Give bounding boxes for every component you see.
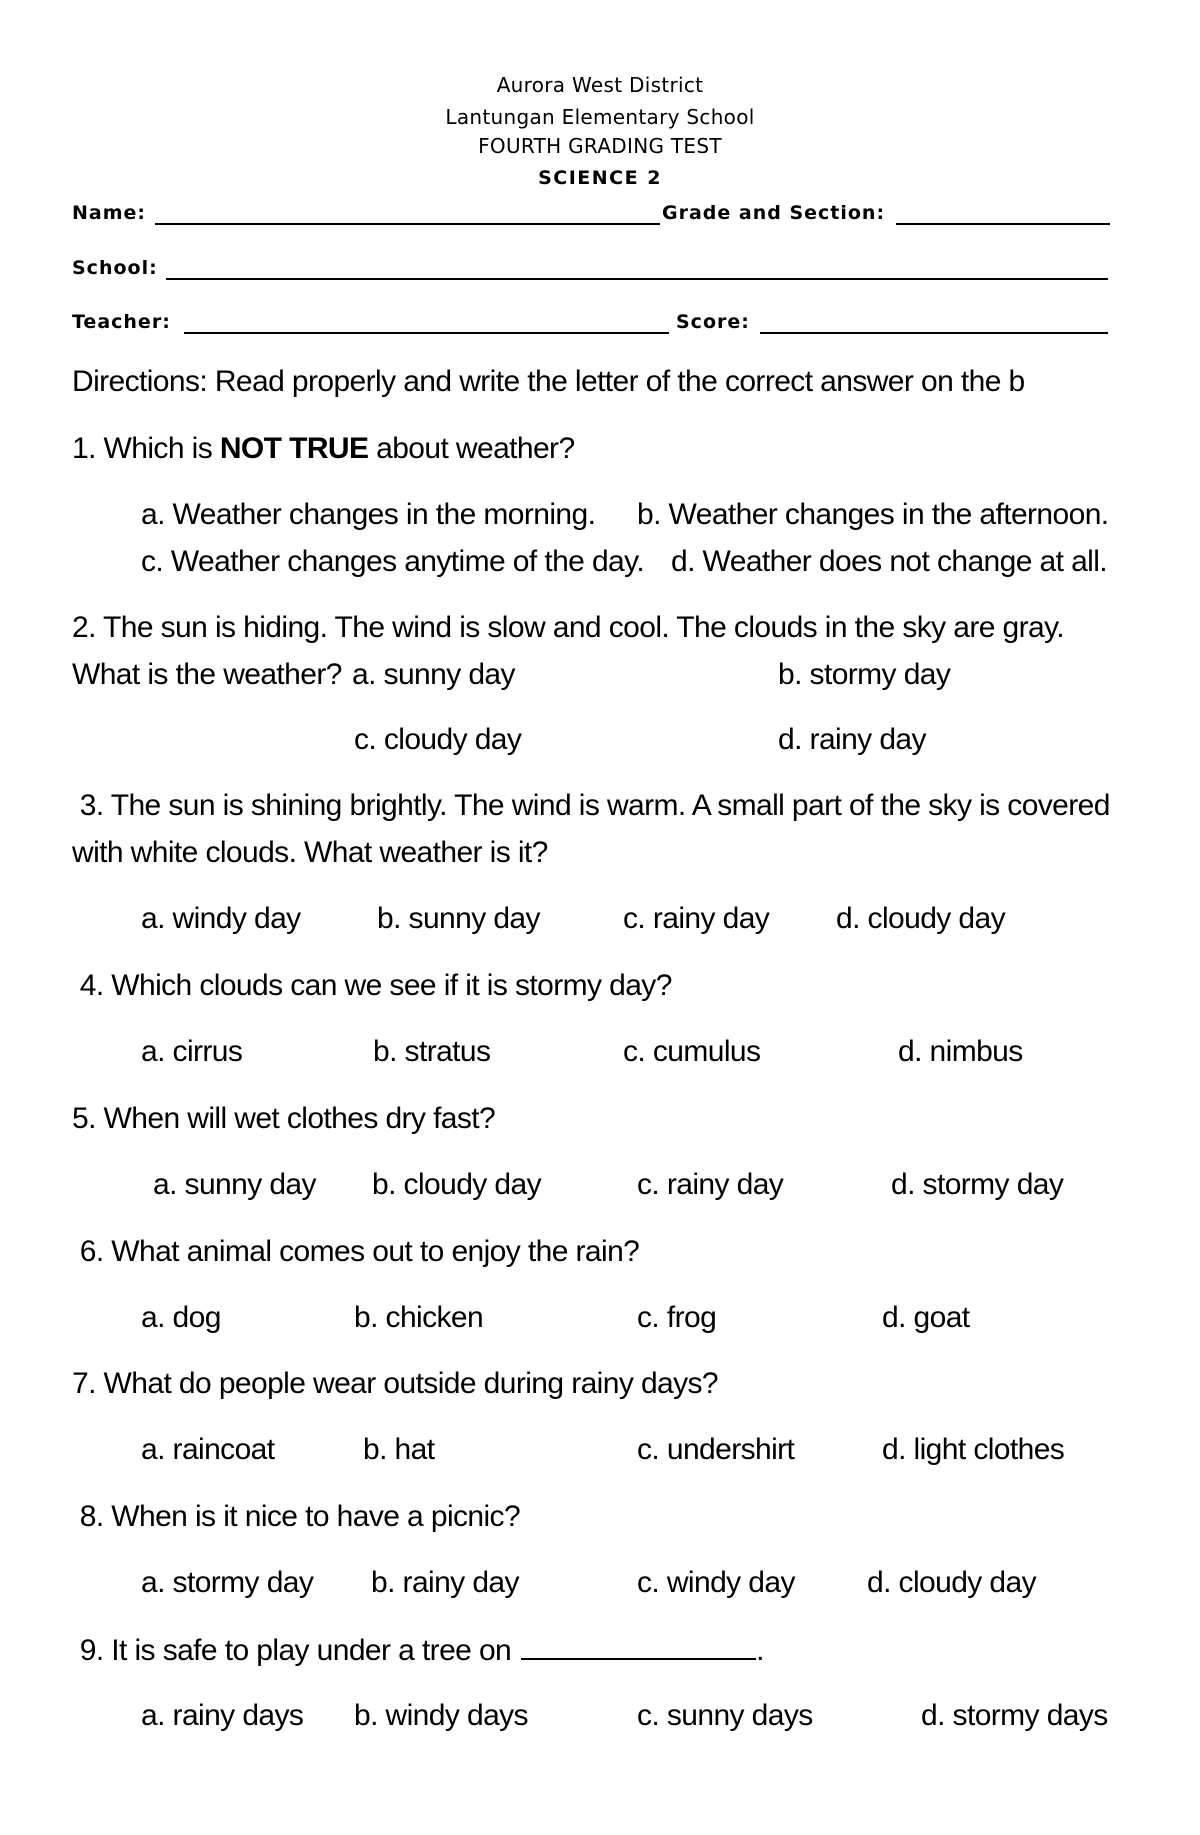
q6-choice-b: b. chicken xyxy=(354,1301,484,1334)
q1-choice-a: a. Weather changes in the morning. xyxy=(141,498,596,531)
q1-choice-c: c. Weather changes anytime of the day. xyxy=(141,545,645,578)
question-2-line-1: 2. The sun is hiding. The wind is slow and cool. The clouds in the sky are gray. xyxy=(72,611,1065,644)
q3-choice-c: c. rainy day xyxy=(623,902,770,935)
q8-choice-c: c. windy day xyxy=(637,1566,795,1599)
name-label: Name: xyxy=(72,202,147,224)
q9-choice-c: c. sunny days xyxy=(637,1699,813,1732)
grade-section-line[interactable] xyxy=(896,223,1110,225)
q2-choice-b: b. stormy day xyxy=(778,658,951,691)
score-label: Score: xyxy=(676,311,750,333)
q1-choice-b: b. Weather changes in the afternoon. xyxy=(637,498,1109,531)
q5-choice-c: c. rainy day xyxy=(637,1168,784,1201)
question-9-text: 9. It is safe to play under a tree on xyxy=(72,1634,512,1667)
q2-choice-c: c. cloudy day xyxy=(354,723,522,756)
district-title: Aurora West District xyxy=(496,73,704,97)
question-5: 5. When will wet clothes dry fast? xyxy=(72,1102,496,1135)
q9-choice-b: b. windy days xyxy=(354,1699,528,1732)
q5-choice-d: d. stormy day xyxy=(891,1168,1064,1201)
q3-choice-a: a. windy day xyxy=(141,902,301,935)
q9-choice-d: d. stormy days xyxy=(921,1699,1108,1732)
question-1 xyxy=(72,432,575,466)
q8-choice-d: d. cloudy day xyxy=(867,1566,1036,1599)
question-3-line-2: with white clouds. What weather is it? xyxy=(72,836,548,869)
grade-section-label: Grade and Section: xyxy=(662,202,886,224)
q8-choice-b: b. rainy day xyxy=(371,1566,519,1599)
q5-choice-b: b. cloudy day xyxy=(372,1168,541,1201)
question-1-prefix: 1. Which is xyxy=(72,432,220,465)
q7-choice-d: d. light clothes xyxy=(882,1433,1065,1466)
q4-choice-a: a. cirrus xyxy=(141,1035,243,1068)
q8-choice-a: a. stormy day xyxy=(141,1566,314,1599)
q2-choice-a: a. sunny day xyxy=(352,658,515,691)
q6-choice-c: c. frog xyxy=(637,1301,717,1334)
q3-choice-d: d. cloudy day xyxy=(836,902,1005,935)
teacher-line[interactable] xyxy=(184,332,669,334)
school-title: Lantungan Elementary School xyxy=(445,105,755,129)
question-1-suffix: about weather? xyxy=(368,432,575,465)
q7-choice-b: b. hat xyxy=(363,1433,435,1466)
q4-choice-d: d. nimbus xyxy=(898,1035,1023,1068)
q5-choice-a: a. sunny day xyxy=(153,1168,316,1201)
subject-title: SCIENCE 2 xyxy=(538,167,662,189)
q4-choice-c: c. cumulus xyxy=(623,1035,761,1068)
q2-choice-d: d. rainy day xyxy=(778,723,926,756)
question-3-line-1: 3. The sun is shining brightly. The wind is warm. A small part of the sky is covered xyxy=(72,789,1110,822)
question-8: 8. When is it nice to have a picnic? xyxy=(72,1500,521,1533)
school-line[interactable] xyxy=(166,278,1108,280)
school-label: School: xyxy=(72,257,158,279)
answer-blank[interactable] xyxy=(521,1632,756,1660)
question-6: 6. What animal comes out to enjoy the rain? xyxy=(72,1235,640,1268)
q3-choice-b: b. sunny day xyxy=(377,902,540,935)
q6-choice-d: d. goat xyxy=(882,1301,970,1334)
directions: Directions: Read properly and write the letter of the correct answer on the b xyxy=(72,365,1025,398)
test-title: FOURTH GRADING TEST xyxy=(478,134,722,158)
score-line[interactable] xyxy=(760,332,1108,334)
question-2-line-2: What is the weather? xyxy=(72,658,342,691)
question-1-emphasis: NOT TRUE xyxy=(219,432,369,465)
q9-choice-a: a. rainy days xyxy=(141,1699,304,1732)
question-7: 7. What do people wear outside during rainy days? xyxy=(72,1367,719,1400)
q7-choice-c: c. undershirt xyxy=(637,1433,795,1466)
q4-choice-b: b. stratus xyxy=(373,1035,491,1068)
q6-choice-a: a. dog xyxy=(141,1301,221,1334)
question-9-end: . xyxy=(756,1634,764,1667)
question-9 xyxy=(72,1632,764,1668)
q7-choice-a: a. raincoat xyxy=(141,1433,275,1466)
teacher-label: Teacher: xyxy=(72,311,171,333)
question-4: 4. Which clouds can we see if it is stormy day? xyxy=(72,969,672,1002)
q1-choice-d: d. Weather does not change at all. xyxy=(671,545,1108,578)
name-line[interactable] xyxy=(155,223,660,225)
